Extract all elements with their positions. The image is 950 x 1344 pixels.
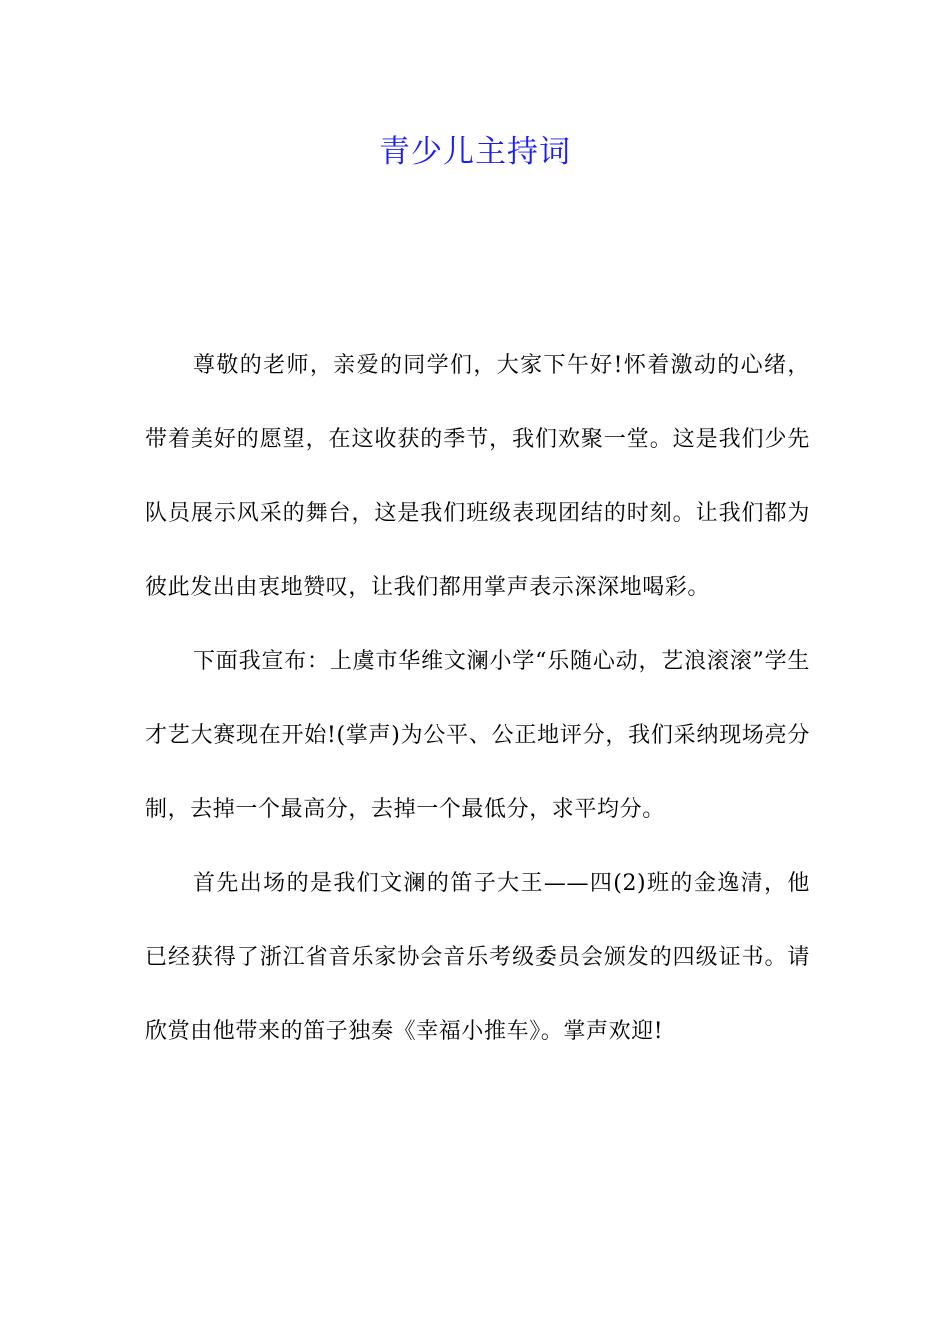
- document-title: 青少儿主持词: [379, 134, 571, 170]
- paragraph-announcement: 下面我宣布：上虞市华维文澜小学“乐随心动，艺浪滚滚”学生才艺大赛现在开始!(掌声)为公平、公正地评分，我们采纳现场亮分制，去掉一个最高分，去掉一个最低分，求平均分。: [145, 649, 810, 822]
- document-body: [145, 329, 810, 1069]
- paragraph-greeting: 尊敬的老师，亲爱的同学们，大家下午好!怀着激动的心绪，带着美好的愿望，在这收获的季节，我们欢聚一堂。这是我们少先队员展示风采的舞台，这是我们班级表现团结的时刻。让我们都为彼此发出由衷地赞叹，让我们都用掌声表示深深地喝彩。: [145, 353, 810, 600]
- paragraph-first-performer: 首先出场的是我们文澜的笛子大王——四(2)班的金逸清，他已经获得了浙江省音乐家协会音乐考级委员会颁发的四级证书。请欣赏由他带来的笛子独奏《幸福小推车》。掌声欢迎!: [145, 871, 810, 1044]
